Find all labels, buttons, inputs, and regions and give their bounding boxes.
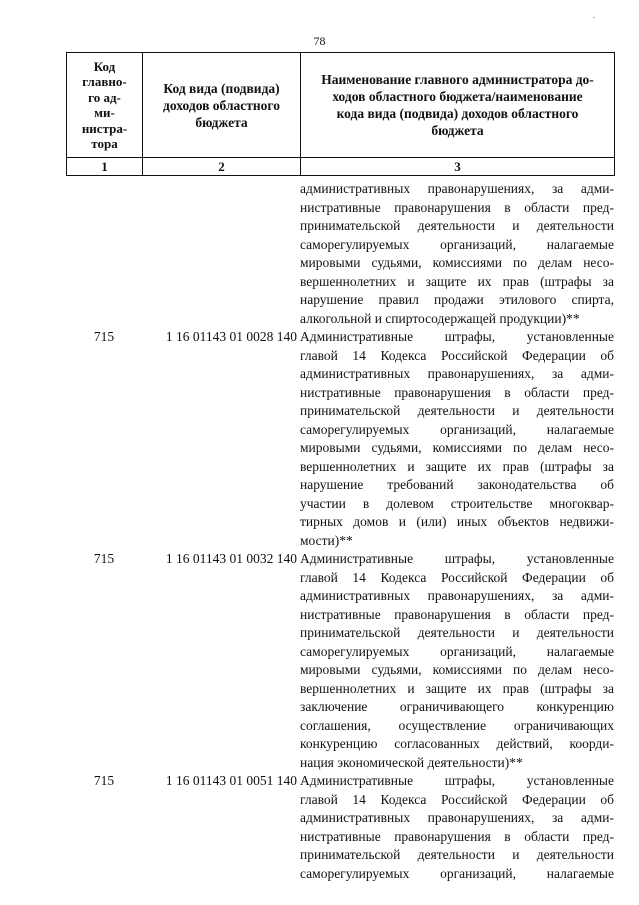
continuation-row (66, 180, 614, 328)
table-row (66, 772, 614, 883)
admin-code: 715 (93, 773, 115, 788)
header-name: Наименование главного администратора до- ходов областного бюджета/наименование кода вида (подвида) доходов областного бюджета (301, 53, 615, 158)
header-admin-code: Код главно- го ад- ми- нистра- тора (67, 53, 143, 158)
continuation-text: административных правонарушениях, за адми- нистративные правонарушения в области пред- принимательской деятельности и деятельности саморегулируемых организаций, налагаемые мировыми судьями, комиссиями по делам несо- вершеннолетних и защите их прав (штрафы за нарушение правил продажи этилового спирта, алкогольной и спиртосодержащей продукции)** (300, 181, 614, 326)
table-row (66, 550, 614, 772)
admin-code: 715 (93, 551, 115, 566)
scan-mark: · (592, 10, 596, 24)
income-code: 1 16 01143 01 0051 140 (165, 773, 297, 788)
income-code: 1 16 01143 01 0028 140 (165, 329, 297, 344)
header-income-code: Код вида (подвида) доходов областного бюджета (143, 53, 301, 158)
column-number-2: 2 (143, 158, 301, 176)
table-body (66, 180, 614, 883)
table-row (66, 328, 614, 550)
income-description: Административные штрафы, установленные главой 14 Кодекса Российской Федерации об административных правонарушениях, за адми- нистративные правонарушения в области пред- принимательской деятельности и деятельности саморегулируемых организаций, налагаемые (300, 773, 614, 881)
column-number-1: 1 (67, 158, 143, 176)
income-code: 1 16 01143 01 0032 140 (165, 551, 297, 566)
income-description: Административные штрафы, установленные главой 14 Кодекса Российской Федерации об административных правонарушениях, за адми- нистративные правонарушения в области пред- принимательской деятельности и деятельности саморегулируемых организаций, налагаемые мировыми судьями, комиссиями по делам несо- вершеннолетних и защите их прав (штрафы за нарушение требований законодательства об участии в долевом строительстве многоквар- тирных домов и (или) иных объектов недвижи- мости)** (300, 329, 614, 548)
page-number: 78 (313, 34, 326, 48)
table-header (66, 52, 615, 176)
column-number-3: 3 (301, 158, 615, 176)
income-description: Административные штрафы, установленные главой 14 Кодекса Российской Федерации об административных правонарушениях, за адми- нистративные правонарушения в области пред- принимательской деятельности и деятельности саморегулируемых организаций, налагаемые мировыми судьями, комиссиями по делам несо- вершеннолетних и защите их прав (штрафы за заключение ограничивающего конкуренцию соглашения, осуществление ограничивающих конкуренцию согласованных действий, коорди- нация экономической деятельности)** (300, 551, 614, 770)
admin-code: 715 (93, 329, 115, 344)
